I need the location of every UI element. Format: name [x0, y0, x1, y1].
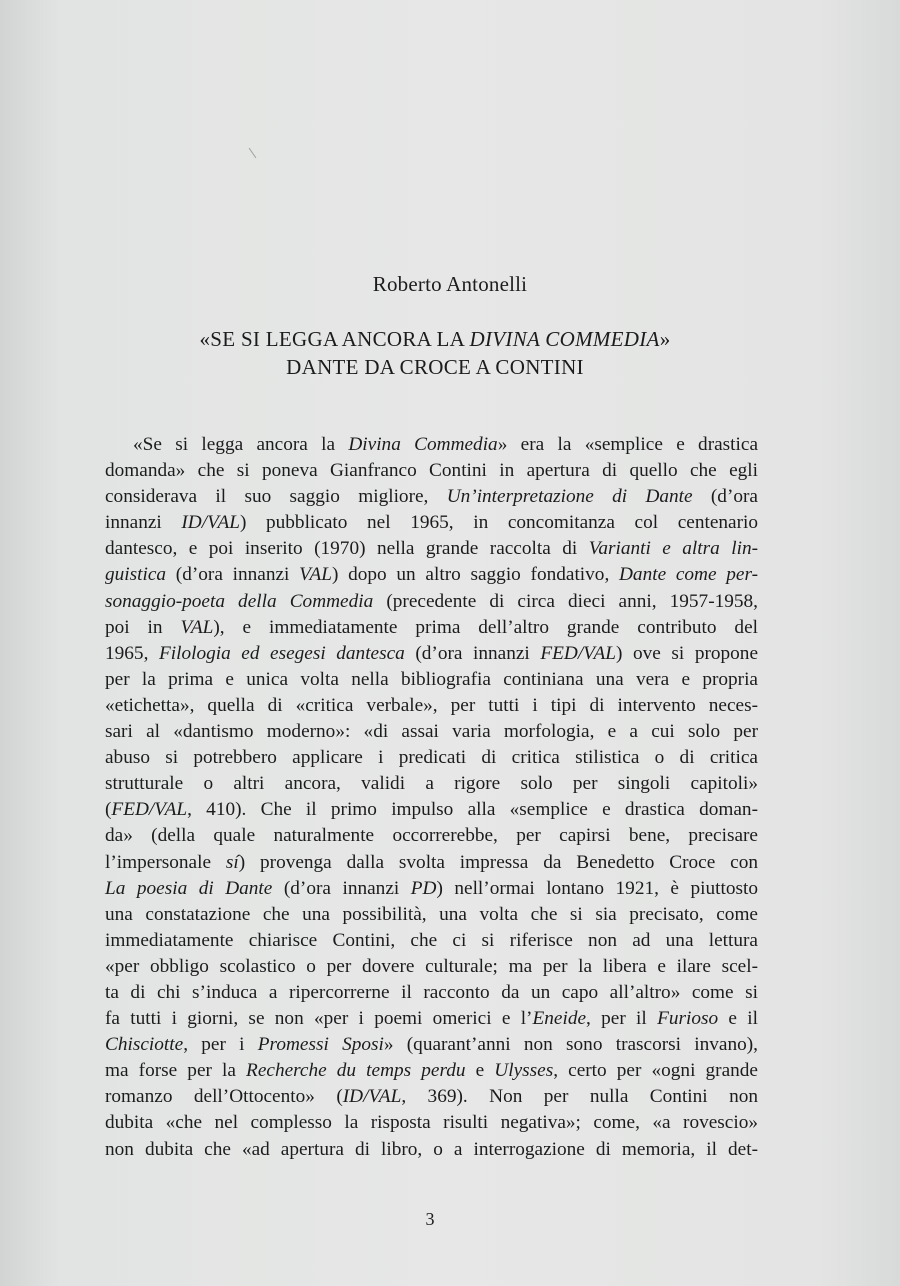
text-segment: innanzi	[105, 512, 182, 534]
text-segment: » era la «semplice e drastica	[497, 434, 759, 455]
italic-segment: Furioso	[657, 1008, 719, 1030]
text-segment: 1965,	[105, 642, 159, 664]
text-line	[105, 745, 758, 771]
text-segment: per la prima e unica volta nella bibliografia continiana una vera e propria	[105, 668, 758, 690]
text-segment: «per obbligo scolastico o per dovere culturale; ma per la libera e ilare scel-	[105, 955, 758, 977]
italic-segment: Recherche du temps perdu	[246, 1060, 466, 1082]
text-segment: domanda» che si poneva Gianfranco Contini in apertura di quello che egli	[105, 460, 758, 482]
text-line	[105, 1084, 758, 1110]
italic-segment: guistica	[105, 564, 167, 586]
author-name: Roberto Antonelli	[372, 272, 528, 296]
text-segment: ) dopo un altro saggio fondativo,	[331, 564, 619, 586]
italic-segment: Chisciotte	[105, 1034, 184, 1056]
text-line	[105, 536, 758, 562]
text-segment: (d’ora innanzi	[166, 564, 300, 586]
italic-segment: Varianti e altra lin-	[588, 538, 758, 560]
italic-segment: PD	[410, 877, 437, 899]
italic-segment: Promessi Sposi	[257, 1034, 384, 1056]
text-line	[105, 954, 758, 980]
chapter-title	[0, 325, 870, 381]
text-segment: (	[105, 799, 112, 821]
italic-segment: Un’interpretazione di Dante	[446, 486, 693, 508]
text-segment: strutturale o altri ancora, validi a rigore solo per singoli capitoli»	[105, 773, 758, 795]
text-segment: , certo per «ogni grande	[553, 1060, 758, 1082]
text-segment: , per i	[183, 1034, 258, 1056]
italic-segment: VAL	[299, 564, 332, 586]
text-line	[105, 562, 758, 588]
text-segment: considerava il suo saggio migliore,	[105, 486, 447, 508]
text-segment: , 369). Non per nulla Contini non	[401, 1086, 759, 1108]
text-line	[105, 458, 758, 484]
text-segment: , 410). Che il primo impulso alla «semplice e drastica doman-	[187, 799, 758, 821]
paper-mark	[249, 148, 257, 158]
text-segment: fa tutti i giorni, se non «per i poemi omerici e l’	[105, 1008, 533, 1030]
italic-segment: Filologia ed esegesi dantesca	[158, 642, 405, 664]
text-segment: ), e immediatamente prima dell’altro grande contributo del	[213, 616, 758, 638]
italic-segment: FED/VAL	[111, 799, 188, 821]
italic-segment: Dante come per-	[619, 564, 758, 586]
text-line	[105, 615, 758, 641]
body-paragraph	[105, 432, 758, 1163]
text-segment: ma forse per la	[105, 1060, 247, 1082]
text-segment: abuso si potrebbero applicare i predicati di critica stilistica o di critica	[105, 747, 758, 769]
text-line	[105, 823, 758, 849]
text-segment: » (quarant’anni non sono trascorsi invano),	[383, 1034, 759, 1056]
text-segment: dantesco, e poi inserito (1970) nella grande raccolta di	[105, 538, 589, 560]
italic-segment: Ulysses	[494, 1060, 554, 1082]
italic-segment: La poesia di Dante	[105, 877, 273, 899]
text-line	[105, 641, 758, 667]
text-line	[105, 1137, 758, 1163]
text-line	[105, 667, 758, 693]
text-segment: (d’ora innanzi	[404, 642, 541, 664]
text-line	[105, 876, 758, 902]
italic-segment: ID/VAL	[181, 512, 240, 534]
text-line	[105, 719, 758, 745]
text-line	[105, 902, 758, 928]
text-segment: «Se si legga ancora la	[133, 434, 349, 455]
text-segment: (precedente di circa dieci anni, 1957-1958,	[373, 590, 759, 612]
text-segment: ) ove si propone	[616, 642, 759, 664]
italic-segment: Eneide	[532, 1008, 587, 1030]
chapter-title-line-2: DANTE DA CROCE A CONTINI	[286, 355, 584, 379]
text-line	[105, 797, 758, 823]
text-line	[105, 432, 758, 458]
text-line	[105, 589, 758, 615]
text-segment: , per il	[586, 1008, 658, 1030]
italic-segment: Divina Commedia	[348, 434, 498, 455]
text-segment: sari al «dantismo moderno»: «di assai varia morfologia, e a cui solo per	[105, 721, 758, 743]
title-italic: DIVINA COMMEDIA	[469, 327, 660, 351]
text-line	[105, 1006, 758, 1032]
text-line	[105, 771, 758, 797]
text-line	[105, 928, 758, 954]
chapter-title-line-1	[0, 325, 870, 353]
italic-segment: sonaggio-poeta della Commedia	[105, 590, 374, 612]
text-segment: (d’ora	[692, 486, 758, 508]
text-segment: romanzo dell’Ottocento» (	[105, 1086, 343, 1108]
italic-segment: FED/VAL	[540, 642, 617, 664]
text-line	[105, 850, 758, 876]
text-segment: non dubita che «ad apertura di libro, o a interrogazione di memoria, il det-	[105, 1138, 758, 1160]
text-segment: l’impersonale	[105, 851, 226, 873]
text-segment: «etichetta», quella di «critica verbale», per tutti i tipi di intervento neces-	[105, 694, 758, 716]
text-segment: una constatazione che una possibilità, una volta che si sia precisato, come	[105, 903, 758, 925]
italic-segment: ID/VAL	[342, 1086, 402, 1108]
text-segment: ) provenga dalla svolta impressa da Benedetto Croce con	[238, 851, 758, 873]
text-segment: ) nell’ormai lontano 1921, è piuttosto	[436, 877, 758, 899]
text-line	[105, 1032, 758, 1058]
text-line	[105, 510, 758, 536]
text-segment: immediatamente chiarisce Contini, che ci si riferisce non ad una lettura	[105, 929, 758, 951]
text-segment: ta di chi s’induca a ripercorrerne il racconto da un capo all’altro» come si	[105, 981, 758, 1003]
text-segment: (d’ora innanzi	[272, 877, 411, 899]
text-segment: e	[465, 1060, 495, 1082]
text-segment: ) pubblicato nel 1965, in concomitanza col centenario	[239, 512, 758, 534]
text-segment: da» (della quale naturalmente occorrerebbe, per capirsi bene, precisare	[105, 825, 758, 847]
italic-segment: sí	[225, 851, 239, 873]
title-prefix: «SE SI LEGGA ANCORA LA	[199, 327, 470, 351]
text-segment: e il	[718, 1008, 758, 1030]
text-segment: dubita «che nel complesso la risposta risulti negativa»; come, «a rovescio»	[105, 1112, 758, 1134]
text-line	[105, 693, 758, 719]
text-line	[105, 980, 758, 1006]
text-line	[105, 484, 758, 510]
italic-segment: VAL	[180, 616, 214, 638]
page-number: 3	[425, 1209, 435, 1229]
text-segment: poi in	[105, 616, 181, 638]
text-line	[105, 1058, 758, 1084]
text-line	[105, 1110, 758, 1136]
title-suffix: »	[659, 327, 671, 351]
